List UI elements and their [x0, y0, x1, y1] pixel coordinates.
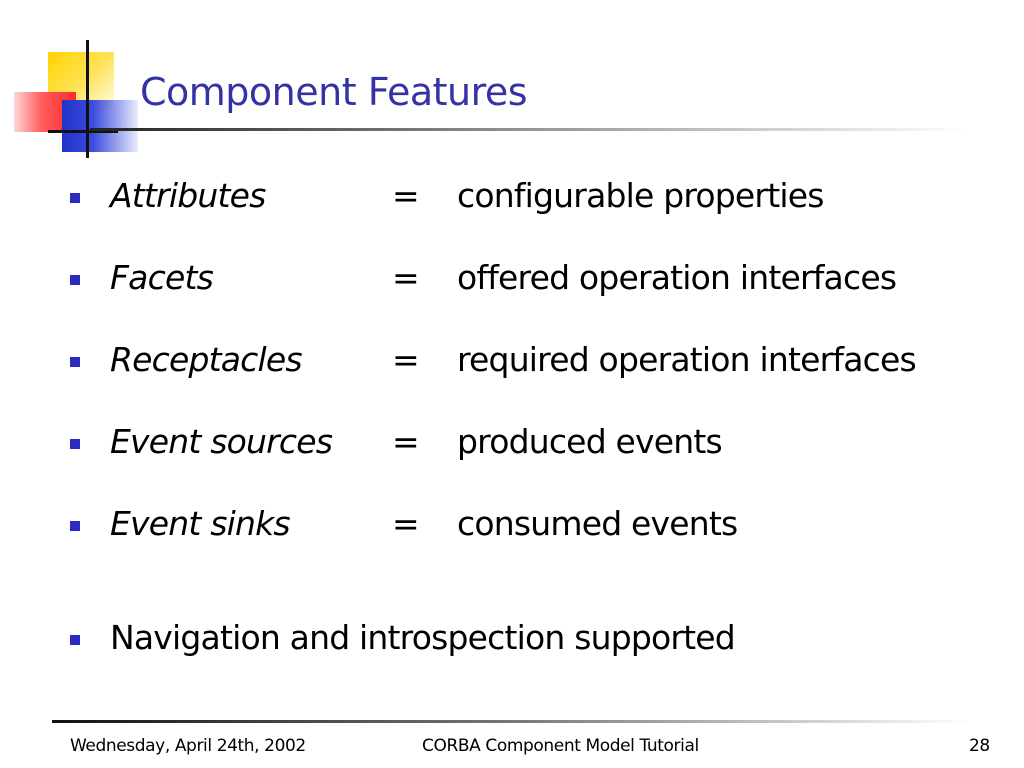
equals-sign: =: [392, 176, 419, 215]
bullet-square-icon: [70, 275, 80, 285]
title-underline: [90, 128, 970, 131]
feature-term: Facets: [110, 258, 213, 297]
feature-term: Event sinks: [110, 504, 290, 543]
decorative-logo: [0, 0, 150, 170]
bullet-square-icon: [70, 521, 80, 531]
logo-blue-square: [62, 100, 138, 152]
equals-sign: =: [392, 422, 419, 461]
feature-term: Attributes: [110, 176, 266, 215]
equals-sign: =: [392, 258, 419, 297]
feature-definition: produced events: [457, 422, 722, 461]
bullet-square-icon: [70, 439, 80, 449]
equals-sign: =: [392, 504, 419, 543]
bullet-square-icon: [70, 357, 80, 367]
bullet-square-icon: [70, 635, 80, 645]
feature-term: Receptacles: [110, 340, 302, 379]
feature-term: Event sources: [110, 422, 333, 461]
logo-vertical-line: [86, 40, 89, 158]
footer-divider: [52, 720, 972, 723]
feature-definition: consumed events: [457, 504, 738, 543]
feature-definition: offered operation interfaces: [457, 258, 897, 297]
feature-definition: required operation interfaces: [457, 340, 916, 379]
equals-sign: =: [392, 340, 419, 379]
bullet-square-icon: [70, 193, 80, 203]
page-number: 28: [969, 736, 990, 756]
feature-definition: configurable properties: [457, 176, 824, 215]
footer-date: Wednesday, April 24th, 2002: [70, 736, 306, 756]
bullet-text: Navigation and introspection supported: [110, 618, 735, 657]
slide-title: Component Features: [140, 70, 528, 114]
footer-title: CORBA Component Model Tutorial: [422, 736, 699, 756]
